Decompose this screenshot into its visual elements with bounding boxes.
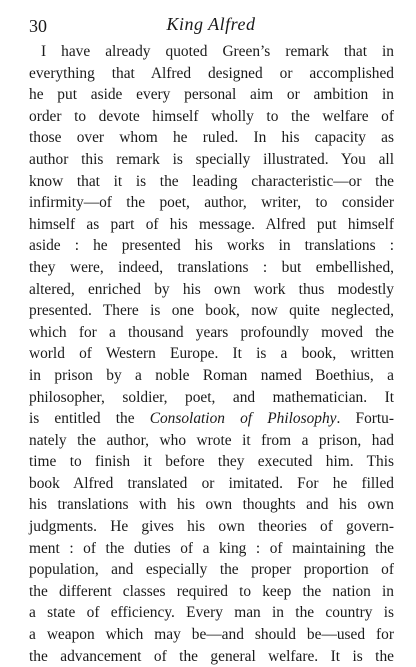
- text-line: a state of efficiency. Every man in the country is: [29, 604, 394, 622]
- text-line: ment : of the duties of a king : of maintaining the: [29, 539, 394, 557]
- text-fragment: is entitled the: [29, 410, 150, 428]
- text-line: nately the author, who wrote it from a prison, had: [29, 431, 394, 449]
- text-line: judgments. He gives his own theories of govern-: [29, 518, 394, 536]
- page-header: [26, 14, 396, 38]
- text-line: those over whom he ruled. In his capacity as: [29, 129, 394, 147]
- text-line: a weapon which may be—and should be—used for: [29, 626, 394, 644]
- text-line: altered, enriched by his own work thus modestly: [29, 280, 394, 298]
- text-line: world of Western Europe. It is a book, written: [29, 345, 394, 363]
- text-line: which for a thousand years profoundly moved the: [29, 323, 394, 341]
- text-line: himself as part of his message. Alfred put himself: [29, 215, 394, 233]
- body-text: [29, 41, 394, 667]
- book-title: Consolation of Philosophy: [149, 410, 337, 428]
- text-line: he put aside every personal aim or ambition in: [29, 86, 394, 104]
- text-line: aside : he presented his works in translations :: [29, 237, 394, 255]
- page-number: 30: [29, 16, 47, 36]
- text-line: everything that Alfred designed or accomplished: [29, 64, 394, 82]
- text-line: I have already quoted Green’s remark that in: [41, 43, 394, 60]
- text-line: time to finish it before they executed him. This: [29, 453, 394, 471]
- text-line: the different classes required to keep the nation in: [29, 582, 394, 600]
- text-fragment: . Fortu-: [336, 410, 394, 428]
- text-line: presented. There is one book, now quite neglected,: [29, 302, 394, 320]
- text-line-with-title: [29, 408, 394, 430]
- text-line: philosopher, soldier, poet, and mathematician. It: [29, 388, 394, 406]
- text-line: in prison by a noble Roman named Boethius, a: [29, 366, 394, 384]
- text-line: know that it is the leading characteristic—or the: [29, 172, 394, 190]
- text-line: book Alfred translated or imitated. For he filled: [29, 474, 394, 492]
- text-line: order to devote himself wholly to the welfare of: [29, 107, 394, 125]
- text-line: infirmity—of the poet, author, writer, to consider: [29, 194, 394, 212]
- text-line: author this remark is specially illustrated. You all: [29, 150, 394, 168]
- text-line: they were, indeed, translations : but embellished,: [29, 258, 394, 276]
- text-line: his translations with his own thoughts and his own: [29, 496, 394, 514]
- text-line: population, and especially the proper proportion of: [29, 561, 394, 579]
- text-line: the advancement of the general welfare. It is the: [29, 647, 394, 665]
- running-title: King Alfred: [166, 14, 256, 34]
